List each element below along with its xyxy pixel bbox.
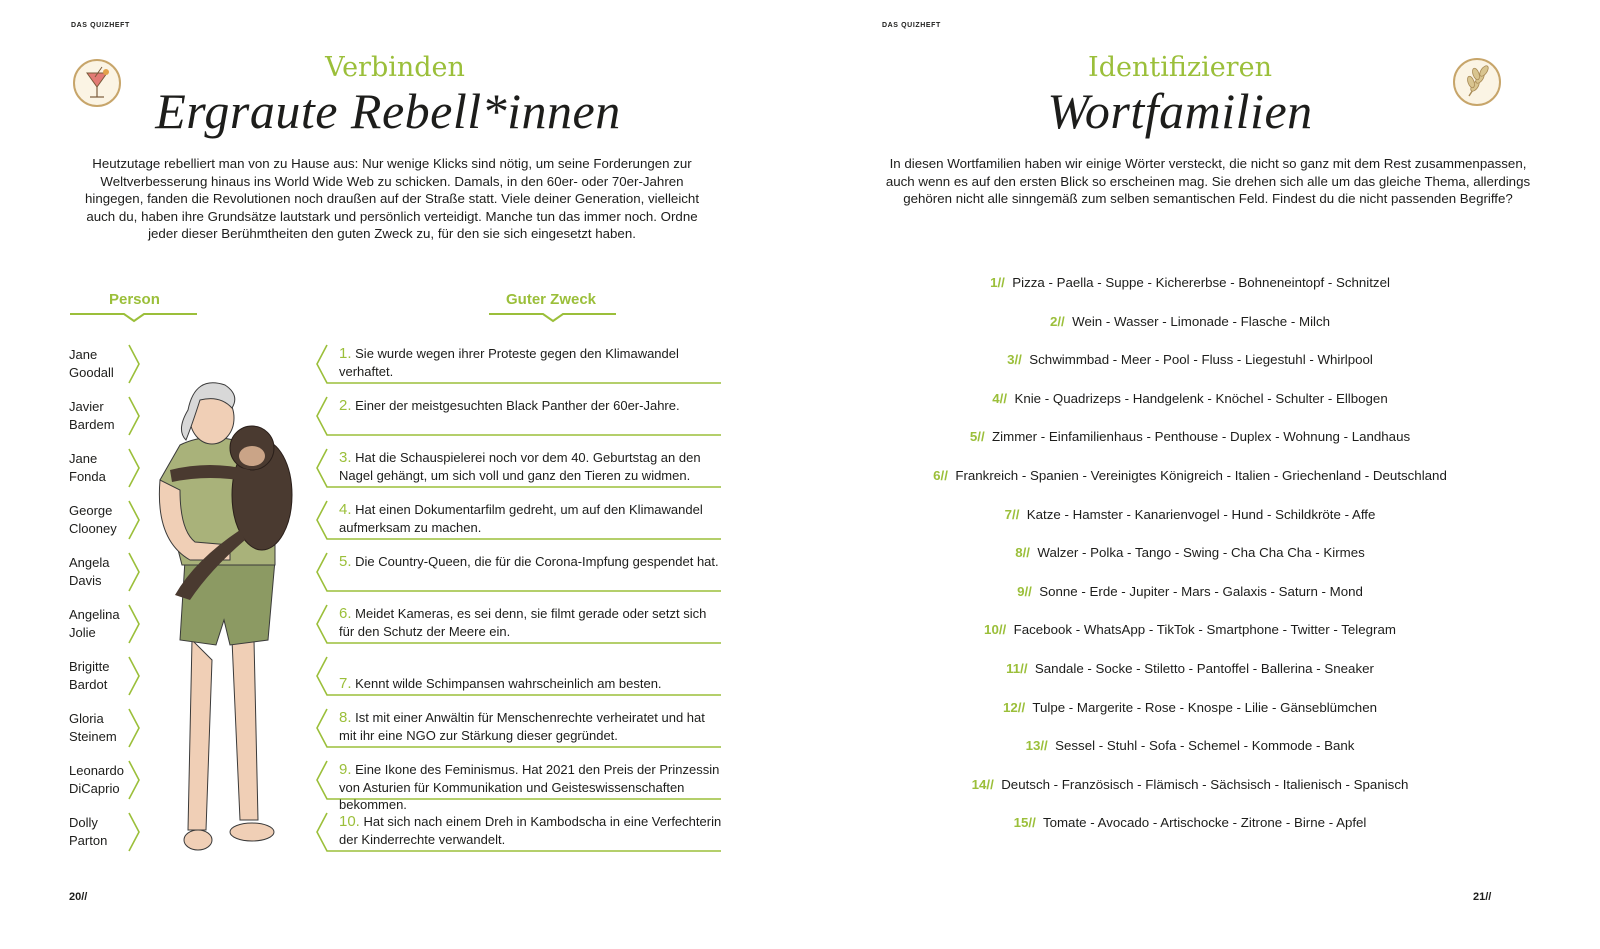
word-family-row[interactable] (800, 738, 1580, 753)
person-first-name: Javier (69, 399, 104, 414)
word-family-number: 7// (1004, 507, 1020, 522)
cause-number: 2. (339, 397, 352, 414)
chevron-right-icon (125, 811, 145, 855)
person-first-name: Angelina (69, 607, 120, 622)
word-family-words: Frankreich - Spanien - Vereinigtes Königreich - Italien - Griechenland - Deutschland (955, 468, 1447, 483)
word-family-words: Sessel - Stuhl - Sofa - Schemel - Kommode - Bank (1055, 738, 1355, 753)
person-item[interactable] (69, 398, 149, 442)
word-family-row[interactable] (800, 584, 1580, 599)
cause-description: Eine Ikone des Feminismus. Hat 2021 den Preis der Prinzessin von Asturien für Kommunikation und Geisteswissenschaften bekommen. (339, 762, 720, 812)
cause-description: Sie wurde wegen ihrer Proteste gegen den Klimawandel verhaftet. (339, 346, 679, 379)
cause-text (339, 449, 723, 484)
cause-number: 7. (339, 675, 352, 692)
person-last-name: Clooney (69, 520, 117, 536)
word-family-words: Sonne - Erde - Jupiter - Mars - Galaxis - Saturn - Mond (1039, 584, 1363, 599)
chevron-right-icon (125, 759, 145, 803)
person-last-name: Parton (69, 832, 108, 848)
header-label: DAS QUIZHEFT (71, 22, 130, 29)
cause-description: Hat die Schauspielerei noch vor dem 40. Geburtstag an den Nagel gehängt, um sich voll und ganz den Tieren zu widmen. (339, 450, 701, 483)
cause-number: 9. (339, 761, 352, 778)
section-kicker: Verbinden (325, 52, 465, 83)
person-item[interactable] (69, 814, 149, 858)
person-first-name: Jane (69, 347, 98, 362)
word-family-row[interactable] (800, 391, 1580, 406)
page-number-value: 21 (1473, 891, 1486, 903)
word-family-number: 8// (1015, 545, 1031, 560)
person-last-name: Fonda (69, 468, 106, 484)
word-family-number: 3// (1007, 352, 1022, 367)
word-family-row[interactable] (800, 700, 1580, 715)
cause-number: 10. (339, 813, 360, 830)
word-family-number: 13// (1025, 738, 1048, 753)
cause-item[interactable] (315, 605, 723, 649)
cause-description: Hat einen Dokumentarfilm gedreht, um auf den Klimawandel aufmerksam zu machen. (339, 502, 703, 535)
word-family-row[interactable] (800, 275, 1580, 290)
word-family-row[interactable] (800, 622, 1580, 637)
cause-text (339, 397, 723, 415)
word-family-words: Walzer - Polka - Tango - Swing - Cha Cha Cha - Kirmes (1037, 545, 1365, 560)
word-family-number: 2// (1049, 314, 1065, 329)
jane-goodall-illustration (150, 370, 300, 865)
header-label: DAS QUIZHEFT (882, 22, 941, 29)
cause-header-underline (488, 310, 618, 324)
person-last-name: Steinem (69, 728, 117, 744)
cause-text (339, 501, 723, 536)
cause-text (339, 553, 723, 571)
word-family-words: Katze - Hamster - Kanarienvogel - Hund - Schildkröte - Affe (1026, 507, 1376, 522)
person-first-name: Brigitte (69, 659, 110, 674)
person-item[interactable] (69, 450, 149, 494)
word-family-words: Zimmer - Einfamilienhaus - Penthouse - Duplex - Wohnung - Landhaus (992, 429, 1411, 444)
word-family-row[interactable] (800, 314, 1580, 329)
cause-description: Kennt wilde Schimpansen wahrscheinlich am besten. (355, 676, 662, 691)
word-family-number: 6// (933, 468, 948, 483)
person-last-name: Jolie (69, 624, 96, 640)
word-family-number: 1// (990, 275, 1005, 290)
word-family-number: 4// (992, 391, 1008, 406)
person-item[interactable] (69, 762, 149, 806)
page-number-suffix: // (1485, 891, 1492, 903)
word-family-words: Knie - Quadrizeps - Handgelenk - Knöchel - Schulter - Ellbogen (1014, 391, 1388, 406)
cause-text (339, 709, 723, 744)
cause-item[interactable] (315, 345, 723, 389)
word-family-words: Tomate - Avocado - Artischocke - Zitrone - Birne - Apfel (1042, 815, 1367, 830)
word-family-row[interactable] (800, 468, 1580, 483)
page-title: Wortfamilien (1047, 83, 1313, 139)
cause-item[interactable] (315, 657, 723, 701)
word-family-number: 5// (969, 429, 985, 444)
word-family-words: Pizza - Paella - Suppe - Kichererbse - Bohneneintopf - Schnitzel (1012, 275, 1390, 290)
cause-item[interactable] (315, 813, 723, 857)
cause-number: 3. (339, 449, 352, 466)
cause-item[interactable] (315, 397, 723, 441)
cause-description: Ist mit einer Anwältin für Menschenrechte verheiratet und hat mit ihr eine NGO zur Stärkung dieser gegründet. (339, 710, 705, 743)
word-family-row[interactable] (800, 661, 1580, 676)
person-item[interactable] (69, 554, 149, 598)
person-header-underline (69, 310, 199, 324)
word-family-words: Wein - Wasser - Limonade - Flasche - Milch (1072, 314, 1331, 329)
chevron-right-icon (125, 551, 145, 595)
word-family-row[interactable] (800, 507, 1580, 522)
cause-text (339, 813, 723, 848)
cause-item[interactable] (315, 553, 723, 597)
page-title: Ergraute Rebell*innen (155, 83, 621, 139)
word-family-number: 9// (1017, 584, 1032, 599)
chevron-right-icon (125, 707, 145, 751)
intro-text: In diesen Wortfamilien haben wir einige Wörter versteckt, die nicht so ganz mit dem Rest zusammenpassen, auch wenn es auf den ersten Blick so erscheinen mag. Sie drehen sich alle um das gleiche Thema, allerdings gehören nicht alle sinngemäß zum selben semantischen Feld. Findest du die nicht passenden Begriffe? (885, 156, 1531, 206)
person-first-name: George (69, 503, 113, 518)
intro-text: Heutzutage rebelliert man von zu Hause aus: Nur wenige Klicks sind nötig, um seine Forderungen zur Weltverbesserung hinaus ins World Wide Web zu schicken. Damals, in den 60er- oder 70er-Jahren hingegen, fanden die Revolutionen noch draußen auf der Straße statt. Viele deiner Generation, vielleicht auch du, haben ihre Grundsätze lautstark und persönlich verteidigt. Manche tun das immer noch. Ordne jeder dieser Berühmtheiten den guten Zweck zu, für den sie sich eingesetzt haben. (84, 156, 700, 241)
cause-description: Die Country-Queen, die für die Corona-Impfung gespendet hat. (355, 554, 719, 569)
person-last-name: Bardem (69, 416, 115, 432)
cause-item[interactable] (315, 709, 723, 753)
person-last-name: Davis (69, 572, 102, 588)
section-kicker: Identifizieren (1088, 52, 1272, 83)
word-family-row[interactable] (800, 815, 1580, 830)
chevron-right-icon (125, 343, 145, 387)
word-family-row[interactable] (800, 429, 1580, 444)
person-column-header: Person (109, 291, 160, 308)
chevron-right-icon (125, 499, 145, 543)
cause-number: 6. (339, 605, 352, 622)
word-family-number: 12// (1003, 700, 1026, 715)
chevron-right-icon (125, 603, 145, 647)
word-family-row[interactable] (800, 352, 1580, 367)
chevron-right-icon (125, 447, 145, 491)
person-item[interactable] (69, 606, 149, 650)
person-first-name: Gloria (69, 711, 104, 726)
word-family-row[interactable] (800, 777, 1580, 792)
chevron-right-icon (125, 655, 145, 699)
word-family-words: Deutsch - Französisch - Flämisch - Sächsisch - Italienisch - Spanisch (1001, 777, 1409, 792)
person-last-name: Bardot (69, 676, 108, 692)
word-family-words: Facebook - WhatsApp - TikTok - Smartphone - Twitter - Telegram (1013, 622, 1396, 637)
cause-number: 4. (339, 501, 352, 518)
word-family-row[interactable] (800, 545, 1580, 560)
person-last-name: DiCaprio (69, 780, 120, 796)
cause-item[interactable] (315, 501, 723, 545)
word-family-number: 14// (971, 777, 994, 792)
person-item[interactable] (69, 658, 149, 702)
page-number-value: 20 (69, 891, 82, 903)
page-number-suffix: // (81, 891, 88, 903)
cause-number: 8. (339, 709, 352, 726)
cause-description: Meidet Kameras, es sei denn, sie filmt gerade oder setzt sich für den Schutz der Meere ein. (339, 606, 707, 639)
page-number (1473, 891, 1491, 903)
chevron-right-icon (125, 395, 145, 439)
word-family-number: 10// (984, 622, 1007, 637)
cause-text (339, 675, 723, 693)
cause-item[interactable] (315, 761, 723, 812)
word-family-words: Schwimmbad - Meer - Pool - Fluss - Liegestuhl - Whirlpool (1029, 352, 1373, 367)
cause-text (339, 761, 723, 814)
person-last-name: Goodall (69, 364, 114, 380)
page-number (69, 891, 87, 903)
cause-text (339, 345, 723, 380)
person-first-name: Dolly (69, 815, 98, 830)
word-family-words: Sandale - Socke - Stiletto - Pantoffel - Ballerina - Sneaker (1034, 661, 1374, 676)
person-item[interactable] (69, 346, 149, 390)
word-family-number: 15// (1013, 815, 1036, 830)
cause-number: 5. (339, 553, 352, 570)
cause-item[interactable] (315, 449, 723, 493)
word-family-number: 11// (1006, 661, 1028, 676)
right-page (800, 0, 1600, 949)
cause-description: Hat sich nach einem Dreh in Kambodscha in eine Verfechterin der Kinderrechte verwandelt. (339, 814, 722, 847)
person-item[interactable] (69, 502, 149, 546)
cause-number: 1. (339, 345, 352, 362)
person-first-name: Angela (69, 555, 110, 570)
person-item[interactable] (69, 710, 149, 754)
cause-text (339, 605, 723, 640)
person-first-name: Jane (69, 451, 98, 466)
cause-column-header: Guter Zweck (506, 291, 597, 308)
person-first-name: Leonardo (69, 763, 124, 778)
cause-description: Einer der meistgesuchten Black Panther der 60er-Jahre. (355, 398, 680, 413)
word-family-words: Tulpe - Margerite - Rose - Knospe - Lilie - Gänseblümchen (1032, 700, 1377, 715)
